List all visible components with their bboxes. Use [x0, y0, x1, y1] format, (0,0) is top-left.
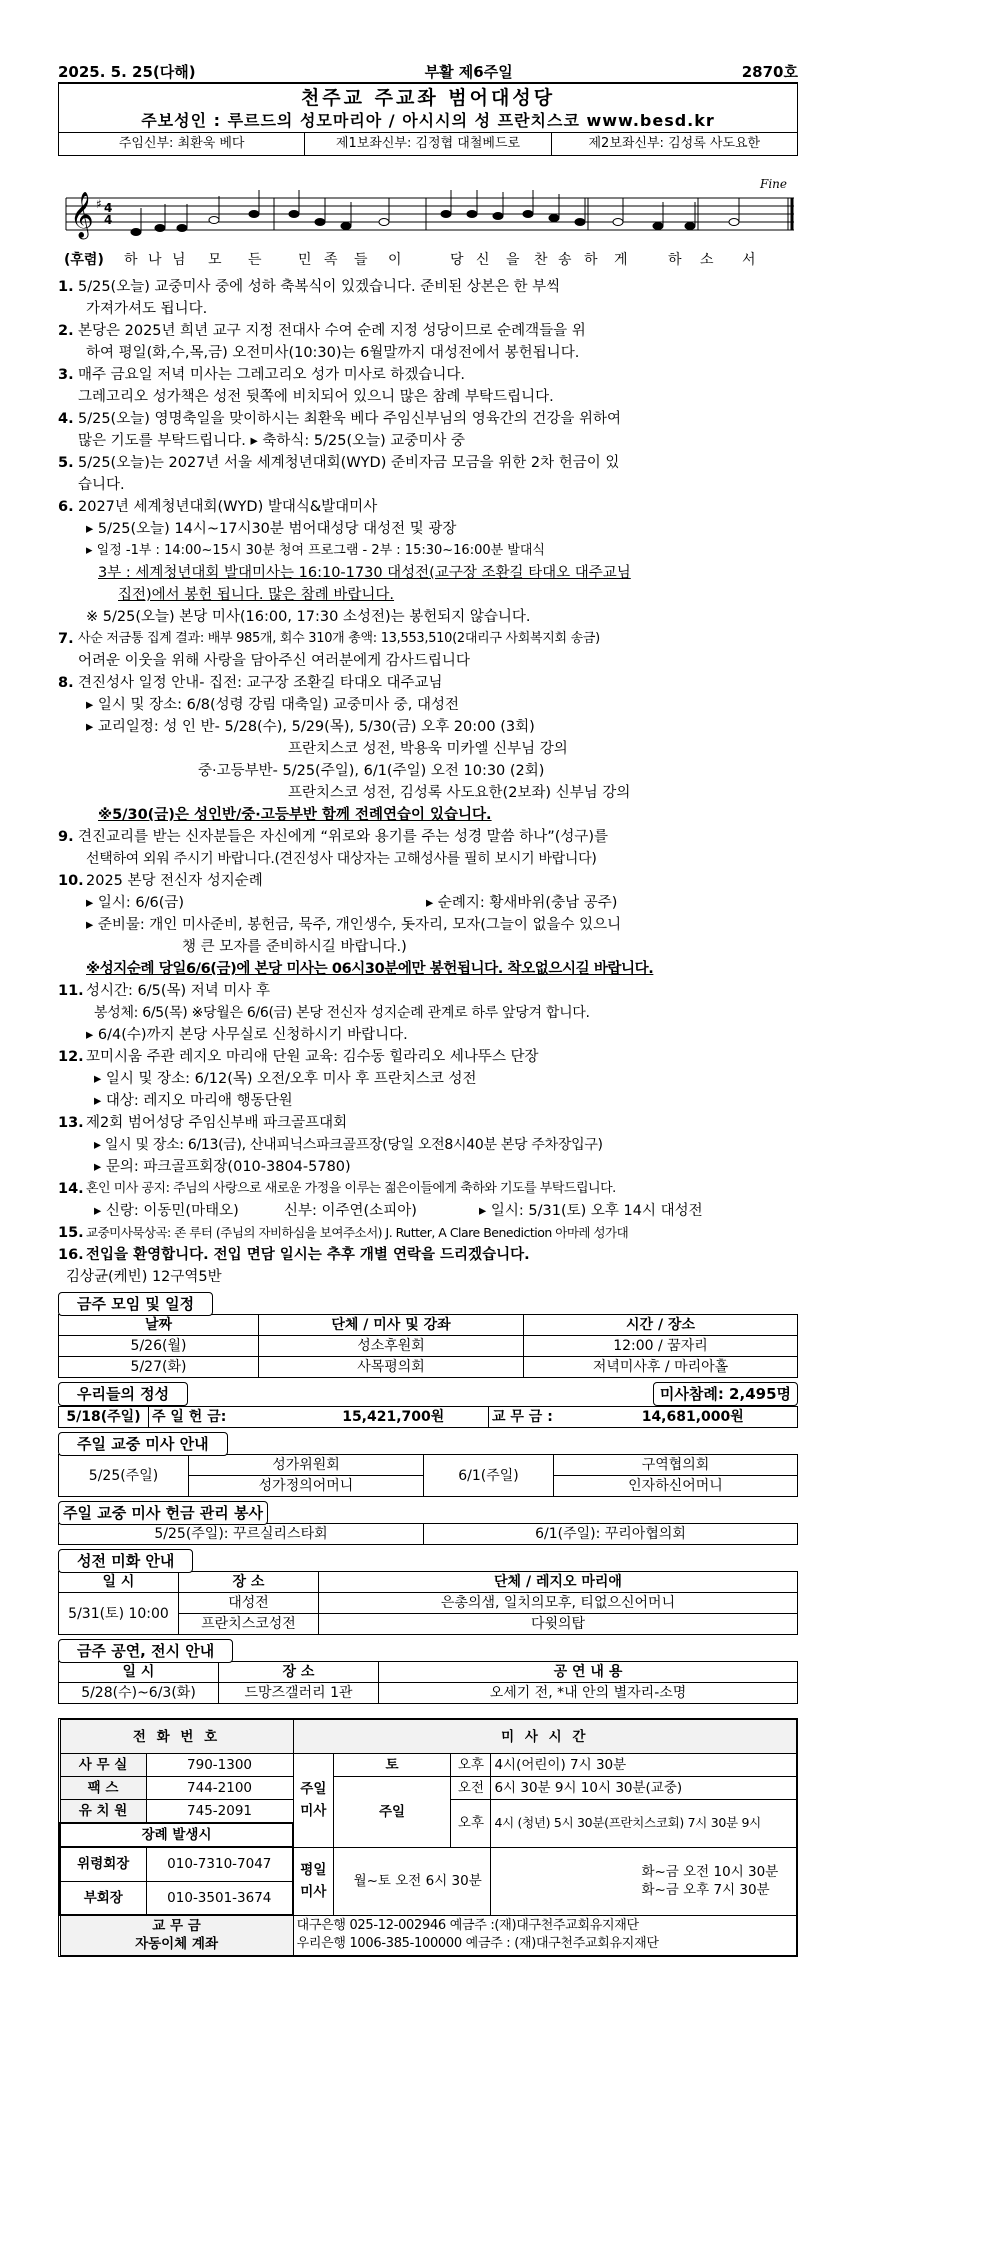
cleaning-section [58, 1549, 798, 1635]
item-line: 본당은 2025년 희년 교구 지정 전대사 수여 순례 지정 성당이므로 순례객들을 위 [78, 323, 586, 339]
item-line: 매주 금요일 저녁 미사는 그레고리오 성가 미사로 하겠습니다. [78, 367, 466, 383]
note-head [729, 219, 739, 226]
col-header: 공 연 내 용 [379, 1662, 798, 1683]
announcement-4 [58, 408, 798, 452]
announcement-13 [58, 1112, 798, 1178]
priests-row [59, 132, 797, 155]
item-line: ▸ 일시 및 장소: 6/12(목) 오전/오후 미사 후 프란치스코 성전 [94, 1071, 477, 1087]
item-line: 꼬미시움 주관 레지오 마리애 단원 교육: 김수동 힐라리오 세나뚜스 단장 [86, 1049, 539, 1065]
announcement-11 [58, 980, 798, 1046]
phone-title: 전 화 번 호 [60, 1720, 293, 1754]
mass-guide-table [58, 1454, 798, 1497]
item-line: ※성지순례 당일6/6(금)에 본당 미사는 06시30분에만 봉헌됩니다. 착오없으시길 바랍니다. [86, 961, 654, 977]
item-line: 교중미사묵상곡: 존 루터 (주님의 자비하심을 보여주소서) J. Rutter, A Clare Benediction 아마레 성가대 [86, 1225, 629, 1240]
kindergarten-label: 유 치 원 [60, 1800, 146, 1824]
tithe-amount: 14,681,000원 [589, 1407, 798, 1428]
cleaning-title: 성전 미화 안내 [58, 1549, 193, 1573]
saturday-label: 토 [333, 1754, 451, 1777]
item-line: 프란치스코 성전, 김성록 사도요한(2보좌) 신부님 강의 [288, 785, 631, 801]
offering-section [58, 1382, 798, 1428]
note-head [341, 223, 351, 230]
weekly-schedule-title: 금주 모임 및 일정 [58, 1292, 213, 1316]
item-line: ▸ 일시 및 장소: 6/13(금), 산내피닉스파크골프장(당일 오전8시40분 본당 주차장입구) [94, 1137, 603, 1153]
announcement-16 [58, 1244, 798, 1266]
weekly-schedule-table [58, 1314, 798, 1378]
lyric: 당 [450, 252, 464, 268]
announcement-15 [58, 1222, 798, 1244]
bank-account-1: 대구은행 025-12-002946 예금주 :(재)대구천주교회유지재단 [296, 1918, 639, 1933]
funeral-vice-label: 부회장 [60, 1881, 146, 1915]
lyric: 모 [208, 252, 222, 268]
kindergarten-phone: 745-2091 [146, 1800, 293, 1824]
item-line: 혼인 미사 공지: 주님의 사랑으로 새로운 가정을 이루는 젊은이들에게 축하와 기도를 부탁드립니다. [86, 1181, 616, 1196]
office-label: 사 무 실 [60, 1754, 146, 1777]
item-line: 견진교리를 받는 신자분들은 자신에게 “위로와 용기를 주는 성경 말씀 하나”(성구)를 [78, 829, 609, 845]
item-number: 6. [58, 499, 74, 515]
item-number: 8. [58, 675, 74, 691]
item-line: 3부 : 세계청년대회 발대미사는 16:10-1730 대성전(교구장 조환길 타대오 대주교님 [98, 565, 631, 581]
sunday-am-times: 6시 30분 9시 10시 30분(교중) [491, 1777, 797, 1800]
offering-date: 5/18(주일) [59, 1407, 149, 1428]
item-line: ▸ 교리일정: 성 인 반- 5/28(수), 5/29(목), 5/30(금) 오후 20:00 (3회) [86, 719, 535, 735]
announcement-12 [58, 1046, 798, 1112]
note-head [209, 217, 219, 224]
cell: 5/25(주일) [59, 1455, 189, 1497]
exhibit-title: 금주 공연, 전시 안내 [58, 1639, 233, 1663]
note-head [653, 223, 663, 230]
item-line: 어려운 이웃을 위해 사랑을 담아주신 여러분에게 감사드립니다 [78, 653, 470, 669]
cell: 프란치스코성전 [179, 1614, 319, 1635]
item-line: ▸ 6/4(수)까지 본당 사무실로 신청하시기 바랍니다. [86, 1027, 408, 1043]
item-line: ▸ 순례지: 황새바위(충남 공주) [426, 895, 618, 911]
lyric: 서 [742, 252, 756, 268]
funeral-title: 장례 발생시 [60, 1823, 293, 1847]
note-head [155, 225, 165, 232]
item-number: 3. [58, 367, 74, 383]
weekly-schedule-section [58, 1292, 798, 1378]
funeral-head-phone: 010-7310-7047 [146, 1847, 293, 1881]
cell: 6/1(주일) [424, 1455, 554, 1497]
note-head [467, 211, 477, 218]
item-line: ▸ 5/25(오늘) 14시~17시30분 범어대성당 대성전 및 광장 [86, 521, 457, 537]
item-number: 14. [58, 1181, 84, 1197]
cell: 5/26(월) [59, 1336, 259, 1357]
cell: 다윗의탑 [319, 1614, 798, 1635]
weekday-evening: 화~금 오후 7시 30분 [641, 1882, 770, 1898]
fax-label: 팩 스 [60, 1777, 146, 1800]
lyric: 소 [700, 252, 714, 268]
item-number: 4. [58, 411, 74, 427]
sunday-offering-amount: 15,421,700원 [299, 1407, 489, 1428]
item-line: 전입을 환영합니다. 전입 면담 일시는 추후 개별 연락을 드리겠습니다. [86, 1247, 530, 1263]
cell: 성소후원회 [259, 1336, 524, 1357]
cell: 오후 [451, 1754, 491, 1777]
svg-text:𝄞: 𝄞 [70, 192, 94, 238]
col-header: 시간 / 장소 [524, 1315, 798, 1336]
note-head [575, 219, 585, 226]
note-head [523, 211, 533, 218]
item-line: 집전)에서 봉헌 됩니다. 많은 참례 바랍니다. [118, 587, 395, 603]
item-line: ▸ 대상: 레지오 마리애 행동단원 [94, 1093, 293, 1109]
lyric: 송 [558, 252, 572, 268]
item-number: 12. [58, 1049, 84, 1065]
svg-text:♯: ♯ [96, 197, 102, 211]
note-head [249, 211, 259, 218]
announcement-1 [58, 276, 798, 320]
lyric: 게 [614, 252, 628, 268]
item-line: 중·고등부반- 5/25(주일), 6/1(주일) 오전 10:30 (2회) [198, 763, 545, 779]
item-line: 제2회 범어성당 주임신부배 파크골프대회 [86, 1115, 348, 1131]
exhibit-table [58, 1661, 798, 1704]
lyric: 님 [172, 252, 186, 268]
item-line: 5/25(오늘) 영명축일을 맞이하시는 최환욱 베다 주임신부님의 영육간의 건강을 위하여 [78, 411, 621, 427]
music-staff [58, 170, 798, 250]
note-head [441, 211, 451, 218]
announcement-8 [58, 672, 798, 826]
bank-label: 교 무 금 [152, 1918, 201, 1935]
exhibit-section [58, 1639, 798, 1704]
item-line: 김상균(케빈) 12구역5반 [66, 1269, 222, 1285]
issue-number: 2870호 [741, 62, 798, 81]
cell: 6/1(주일): 꾸리아협의회 [424, 1524, 798, 1545]
item-number: 9. [58, 829, 74, 845]
cell: 대성전 [179, 1593, 319, 1614]
lyrics-line [58, 250, 798, 274]
sunday-pm-times: 4시 (청년) 5시 30분(프란치스코회) 7시 30분 9시 [491, 1800, 797, 1848]
item-number: 5. [58, 455, 74, 471]
item-line: 많은 기도를 부탁드립니다. ▸ 축하식: 5/25(오늘) 교중미사 중 [78, 433, 466, 449]
item-number: 1. [58, 279, 74, 295]
bank-account-2: 우리은행 1006-385-100000 예금주 : (재)대구천주교회유지재단 [296, 1936, 659, 1951]
announcement-10 [58, 870, 798, 980]
table-row [59, 1357, 798, 1378]
cell: 5/31(토) 10:00 [59, 1593, 179, 1635]
lyric: 이 [388, 252, 402, 268]
note-head [493, 213, 503, 220]
item-line: 습니다. [78, 477, 125, 493]
item-line: ※ 5/25(오늘) 본당 미사(16:00, 17:30 소성전)는 봉헌되지 않습니다. [86, 609, 531, 625]
mass-times-title: 미 사 시 간 [293, 1720, 796, 1754]
saturday-times: 4시(어린이) 7시 30분 [491, 1754, 797, 1777]
header-bar [58, 60, 798, 84]
item-number: 16. [58, 1247, 84, 1263]
title-box [58, 84, 798, 156]
church-name: 천주교 주교좌 범어대성당 [300, 87, 556, 109]
lyric: 찬 [534, 252, 548, 268]
bank-label: 자동이체 계좌 [135, 1936, 219, 1953]
tithe-label: 교 무 금 : [489, 1407, 589, 1428]
item-line: 신부: 이주연(소피아) [284, 1203, 417, 1219]
item-number: 11. [58, 983, 84, 999]
item-line: 5/25(오늘) 교중미사 중에 성하 축복식이 있겠습니다. 준비된 상본은 한 부씩 [78, 279, 561, 295]
cell: 성가정의어머니 [189, 1476, 424, 1497]
item-line: 그레고리오 성가책은 성전 뒷쪽에 비치되어 있으니 많은 참례 부탁드립니다. [78, 389, 554, 405]
cell: 5/28(수)~6/3(화) [59, 1683, 219, 1704]
office-phone: 790-1300 [146, 1754, 293, 1777]
cell: 은총의샘, 일치의모후, 티없으신어머니 [319, 1593, 798, 1614]
item-line: 봉성체: 6/5(목) ※당월은 6/6(금) 본당 전신자 성지순례 관계로 하루 앞당겨 합니다. [94, 1005, 590, 1021]
funeral-head-label: 위령회장 [60, 1847, 146, 1881]
cleaning-table [58, 1571, 798, 1635]
cell: 12:00 / 꿈자리 [524, 1336, 798, 1357]
col-header: 장 소 [219, 1662, 379, 1683]
fine-marker: Fine [760, 177, 787, 191]
attendance-count: 미사참례: 2,495명 [653, 1382, 798, 1406]
fax-number: 744-2100 [146, 1777, 293, 1800]
col-header: 날짜 [59, 1315, 259, 1336]
lyric: 들 [354, 252, 368, 268]
weekday-morning: 화~금 오전 10시 30분 [641, 1864, 779, 1880]
cell: 인자하신어머니 [554, 1476, 798, 1497]
liturgical-week: 부활 제6주일 [424, 62, 513, 81]
item-line: ▸ 일정 -1부 : 14:00~15시 30분 청여 프로그램 - 2부 : 15:30~16:00분 발대식 [86, 543, 545, 558]
item-line: ▸ 준비물: 개인 미사준비, 봉헌금, 묵주, 개인생수, 돗자리, 모자(그늘이 없을수 있으니 [86, 917, 622, 933]
refrain-label: (후렴) [64, 252, 104, 268]
col-header: 단체 / 레지오 마리애 [319, 1572, 798, 1593]
note-head [315, 219, 325, 226]
pastor: 주임신부: 최환욱 베다 [59, 133, 305, 155]
col-header: 단체 / 미사 및 강좌 [259, 1315, 524, 1336]
contact-mass-box [58, 1718, 798, 1957]
item-line: ▸ 문의: 파크골프회장(010-3804-5780) [94, 1159, 351, 1175]
funeral-vice-phone: 010-3501-3674 [146, 1881, 293, 1915]
cell: 사목평의회 [259, 1357, 524, 1378]
table-row [59, 1336, 798, 1357]
item-line: ▸ 일시: 5/31(토) 오후 14시 대성전 [479, 1203, 703, 1219]
item-line: 2027년 세계청년대회(WYD) 발대식&발대미사 [78, 499, 378, 515]
item-number: 15. [58, 1225, 84, 1241]
announcement-6 [58, 496, 798, 628]
note-head [685, 223, 695, 230]
collection-section [58, 1501, 798, 1545]
sunday-mass-label: 주일 미사 [293, 1754, 333, 1848]
cell: 5/25(주일): 꾸르실리스타회 [59, 1524, 424, 1545]
sunday-label: 주일 [333, 1777, 451, 1848]
item-line: 하여 평일(화,수,목,금) 오전미사(10:30)는 6월말까지 대성전에서 봉헌됩니다. [86, 345, 580, 361]
item-line: ▸ 일시: 6/6(금) [86, 895, 185, 911]
cell: 오후 [451, 1800, 491, 1848]
announcement-2 [58, 320, 798, 364]
lyric: 족 [324, 252, 338, 268]
mass-guide-section [58, 1432, 798, 1497]
announcement-7 [58, 628, 798, 672]
note-head [131, 229, 141, 236]
item-line: 성시간: 6/5(목) 저녁 미사 후 [86, 983, 271, 999]
col-header: 일 시 [59, 1572, 179, 1593]
assistant-priest-2: 제2보좌신부: 김성록 사도요한 [588, 136, 761, 151]
announcement-3 [58, 364, 798, 408]
lyric: 하 [584, 252, 598, 268]
col-header: 장 소 [179, 1572, 319, 1593]
note-head [289, 211, 299, 218]
offering-table [58, 1406, 798, 1428]
note-head [379, 219, 389, 226]
item-line: 프란치스코 성전, 박용욱 미카엘 신부님 강의 [288, 741, 568, 757]
item-number: 2. [58, 323, 74, 339]
lyric: 하 [124, 252, 138, 268]
weekday-times: 월~토 오전 6시 30분 [333, 1847, 491, 1915]
bulletin-page [58, 60, 798, 1957]
item-line: 챙 큰 모자를 준비하시길 바랍니다.) [182, 939, 407, 955]
announcement-14 [58, 1178, 798, 1222]
item-line: 견진성사 일정 안내- 집전: 교구장 조환길 타대오 대주교님 [78, 675, 443, 691]
issue-date: 2025. 5. 25(다해) [58, 62, 196, 81]
svg-text:4: 4 [104, 213, 113, 227]
note-head [549, 215, 559, 222]
lyric: 나 [148, 252, 162, 268]
item-line: ▸ 신랑: 이동민(마태오) [94, 1203, 239, 1219]
announcement-5 [58, 452, 798, 496]
lyric: 민 [298, 252, 312, 268]
cell: 오세기 전, *내 안의 별자리-소명 [379, 1683, 798, 1704]
collection-table [58, 1523, 798, 1545]
item-line: 2025 본당 전신자 성지순례 [86, 873, 263, 889]
note-head [177, 225, 187, 232]
col-header: 일 시 [59, 1662, 219, 1683]
item-line: 가져가셔도 됩니다. [86, 301, 208, 317]
collection-title: 주일 교중 미사 헌금 관리 봉사 [58, 1501, 268, 1525]
assistant-priest-1: 제1보좌신부: 김정협 대철베드로 [305, 133, 551, 155]
lyric: 신 [476, 252, 490, 268]
cell: 드망즈갤러리 1관 [219, 1683, 379, 1704]
item-line: 선택하여 외워 주시기 바랍니다.(견진성사 대상자는 고해성사를 필히 보시기 바랍니다) [86, 851, 597, 867]
mass-guide-title: 주일 교중 미사 안내 [58, 1432, 228, 1456]
cell: 저녁미사후 / 마리아홀 [524, 1357, 798, 1378]
item-number: 10. [58, 873, 84, 889]
patron-saints: 주보성인 : 루르드의 성모마리아 / 아시시의 성 프란치스코 www.besd.kr [141, 111, 715, 130]
cell: 성가위원회 [189, 1455, 424, 1476]
note-head [613, 219, 623, 226]
cell: 오전 [451, 1777, 491, 1800]
weekday-mass-label: 평일 미사 [293, 1847, 333, 1915]
sunday-offering-label: 주 일 헌 금: [149, 1407, 299, 1428]
announcement-9 [58, 826, 798, 870]
item-number: 7. [58, 631, 74, 647]
cell: 구역협의회 [554, 1455, 798, 1476]
lyric: 하 [668, 252, 682, 268]
item-line: ※5/30(금)은 성인반/중·고등부반 함께 전례연습이 있습니다. [98, 807, 492, 823]
item-line: ▸ 일시 및 장소: 6/8(성령 강림 대축일) 교중미사 중, 대성전 [86, 697, 460, 713]
contact-mass-table [59, 1719, 797, 1956]
offering-title: 우리들의 정성 [58, 1382, 188, 1406]
lyric: 든 [248, 252, 262, 268]
lyric: 을 [506, 252, 520, 268]
announcements [58, 276, 798, 1288]
item-line: 5/25(오늘)는 2027년 서울 세계청년대회(WYD) 준비자금 모금을 위한 2차 헌금이 있 [78, 455, 620, 471]
item-line: 사순 저금통 집계 결과: 배부 985개, 회수 310개 총액: 13,553,510(2대리구 사회복지회 송금) [78, 631, 600, 646]
item-number: 13. [58, 1115, 84, 1131]
new-member [58, 1266, 798, 1288]
svg-text:4: 4 [104, 201, 113, 215]
cell: 5/27(화) [59, 1357, 259, 1378]
